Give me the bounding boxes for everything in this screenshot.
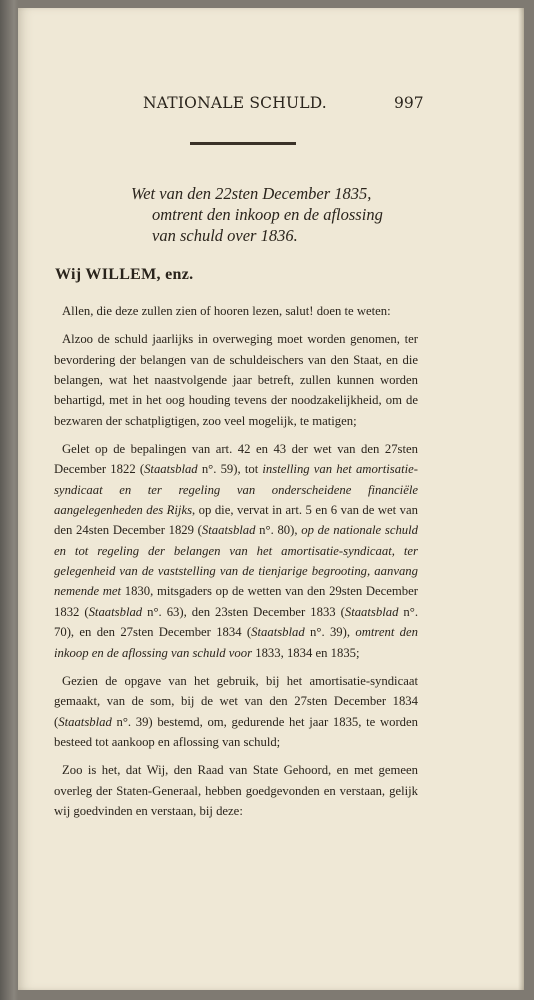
act-title-line-3: van schuld over 1836. (152, 226, 298, 245)
text-segment: n°. 63), den 23sten December 1833 ( (142, 604, 345, 619)
book-page (18, 8, 524, 990)
enactment-formula: Wij WILLEM, enz. (55, 266, 194, 283)
paragraph-4 (54, 671, 418, 752)
text-segment: n°. 59), tot (197, 462, 263, 477)
italic-segment: Staatsblad (58, 714, 112, 729)
text-segment: n°. 39) bestemd, om, gedurende het jaar 1835, te worden besteed tot aankoop en aflossing van schuld; (54, 714, 418, 749)
paragraph-3 (54, 439, 418, 663)
italic-segment: Staatsblad (144, 462, 198, 477)
italic-segment: Staatsblad (251, 625, 305, 640)
italic-segment: Staatsblad (88, 604, 143, 619)
paragraph-2: Alzoo de schuld jaarlijks in overweging moet worden genomen, ter bevordering der belangen van de schuldeischers van den Staat, en die belangen, wat het naastvolgende jaar betreft, zullen kunnen worden behartigd, met in het oog houding tevens der noodzakelijkheid, om de bezwaren der schatpligtigen, zoo veel mogelijk, te matigen; (54, 332, 418, 428)
act-title-line-1: Wet van den 22sten December 1835, (131, 184, 372, 203)
act-title (118, 183, 418, 246)
text-segment: n°. 39), (304, 625, 356, 640)
paragraph-1: Allen, die deze zullen zien of hooren lezen, salut! doen te weten: (62, 304, 391, 318)
text-segment: 1830, mitsgaders op de wetten van den 29sten December 1832 ( (54, 584, 418, 619)
title-rule (190, 142, 296, 145)
act-title-line-2: omtrent den inkoop en de aflossing (152, 205, 383, 224)
page-number: 997 (394, 94, 424, 112)
text-segment: 1833, 1834 en 1835; (252, 645, 360, 660)
running-title: NATIONALE SCHULD. (143, 94, 327, 112)
text-segment: n°. 80), (255, 523, 302, 538)
italic-segment: Staatsblad (344, 604, 399, 619)
italic-segment: instelling van het amortisatie-syndicaat en ter regeling van onderscheidene financiële aangelegenheden des Rijks (54, 462, 418, 518)
text-segment: n°. 70), en den 27sten December 1834 ( (54, 604, 418, 640)
paragraph-5: Zoo is het, dat Wij, den Raad van State Gehoord, en met gemeen overleg der Staten-Generaal, hebben goedgevonden en verstaan, gelijk wij goedvinden en verstaan, bij deze: (54, 763, 418, 818)
text-segment: Gelet op de bepalingen van art. 42 en 43 der wet van den 27sten December 1822 ( (54, 442, 418, 477)
italic-segment: omtrent den inkoop en de aflossing van schuld voor (54, 625, 418, 660)
italic-segment: op de nationale schuld en tot regeling der belangen van het amortisatie-syndicaat, ter gelegenheid van de vaststelling van de tienjarige begrooting, aanvang nemende met (54, 523, 419, 599)
page-edge-shadow (518, 8, 524, 990)
text-segment: , op die, vervat in art. 5 en 6 van de wet van den 24sten December 1829 ( (54, 503, 418, 538)
body-text (54, 301, 418, 829)
italic-segment: Staatsblad (201, 523, 256, 538)
text-segment: Gezien de opgave van het gebruik, bij het amortisatie-syndicaat gemaakt, van de som, bij de wet van den 27sten December 1834 ( (54, 673, 418, 729)
